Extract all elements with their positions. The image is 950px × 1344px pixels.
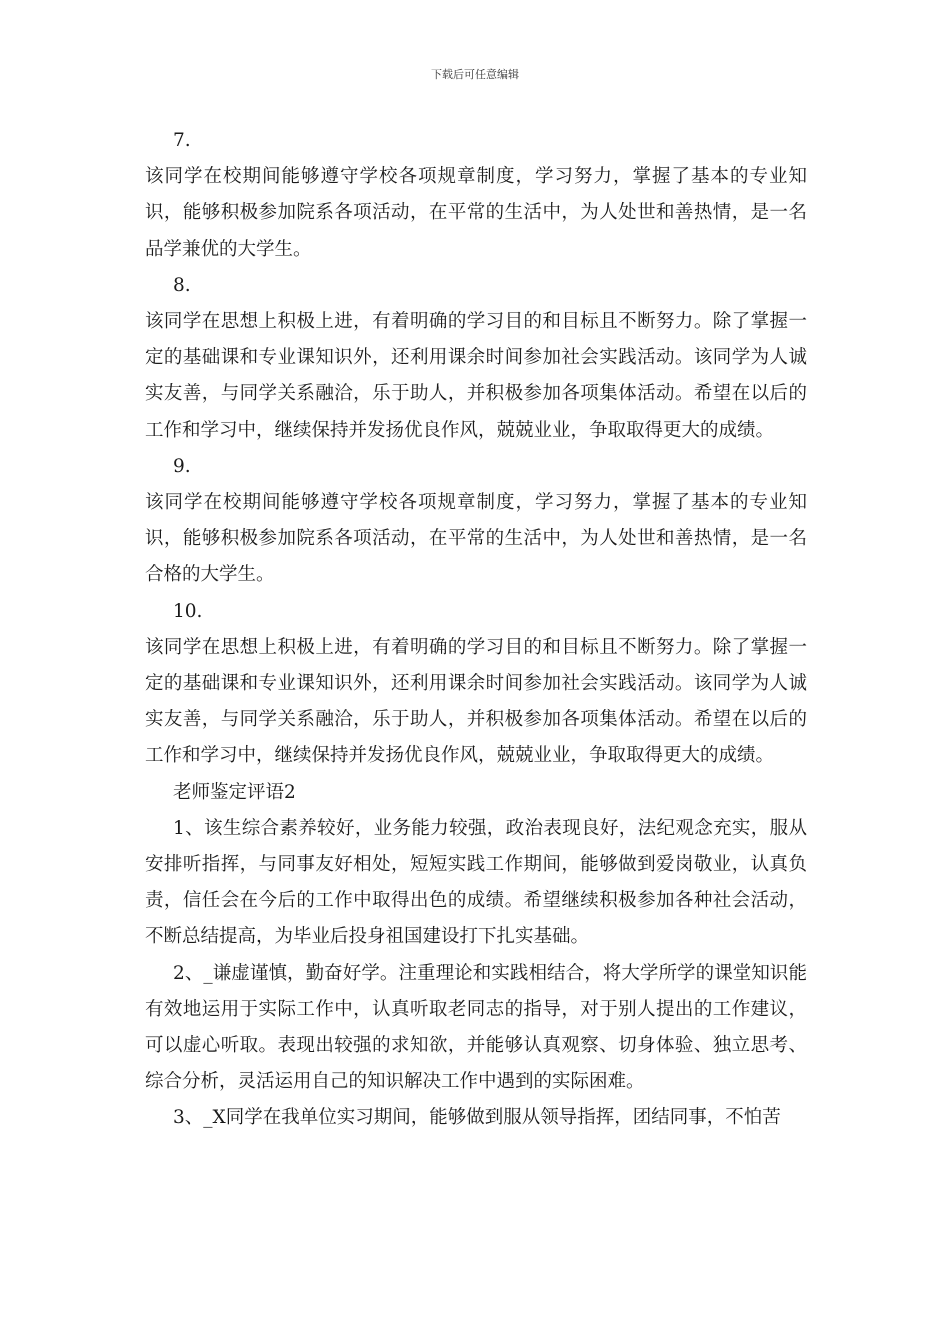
item-number: 9. (173, 455, 191, 477)
document-body (145, 123, 807, 1137)
comment-paragraph: 该同学在思想上积极上进，有着明确的学习目的和目标且不断努力。除了掌握一定的基础课和专业课知识外，还利用课余时间参加社会实践活动。该同学为人诚实友善，与同学关系融洽，乐于助人，并积极参加各项集体活动。希望在以后的工作和学习中，继续保持并发扬优良作风，兢兢业业，争取取得更大的成绩。 (145, 636, 807, 767)
comment-paragraph: 2、_谦虚谨慎，勤奋好学。注重理论和实践相结合，将大学所学的课堂知识能有效地运用于实际工作中，认真听取老同志的指导，对于别人提出的工作建议，可以虚心听取。表现出较强的求知欲，并能够认真观察、切身体验、独立思考、综合分析，灵活运用自己的知识解决工作中遇到的实际困难。 (145, 962, 807, 1093)
comment-paragraph: 该同学在思想上积极上进，有着明确的学习目的和目标且不断努力。除了掌握一定的基础课和专业课知识外，还利用课余时间参加社会实践活动。该同学为人诚实友善，与同学关系融洽，乐于助人，并积极参加各项集体活动。希望在以后的工作和学习中，继续保持并发扬优良作风，兢兢业业，争取取得更大的成绩。 (145, 311, 807, 441)
page-header: 下载后可任意编辑 (431, 68, 519, 81)
comment-paragraph: 该同学在校期间能够遵守学校各项规章制度，学习努力，掌握了基本的专业知识，能够积极参加院系各项活动，在平常的生活中，为人处世和善热情，是一名合格的大学生。 (145, 492, 807, 586)
comment-paragraph: 1、该生综合素养较好，业务能力较强，政治表现良好，法纪观念充实，服从安排听指挥，与同事友好相处，短短实践工作期间，能够做到爱岗敬业，认真负责，信任会在今后的工作中取得出色的成绩。希望继续积极参加各种社会活动，不断总结提高，为毕业后投身祖国建设打下扎实基础。 (145, 817, 807, 948)
item-number: 7. (173, 130, 191, 151)
item-number: 10. (173, 600, 203, 622)
comment-paragraph: 该同学在校期间能够遵守学校各项规章制度，学习努力，掌握了基本的专业知识，能够积极参加院系各项活动，在平常的生活中，为人处世和善热情，是一名品学兼优的大学生。 (145, 166, 807, 260)
section-heading: 老师鉴定评语2 (173, 781, 296, 803)
comment-paragraph: 3、_X同学在我单位实习期间，能够做到服从领导指挥，团结同事，不怕苦 (173, 1107, 781, 1129)
item-number: 8. (173, 274, 191, 296)
